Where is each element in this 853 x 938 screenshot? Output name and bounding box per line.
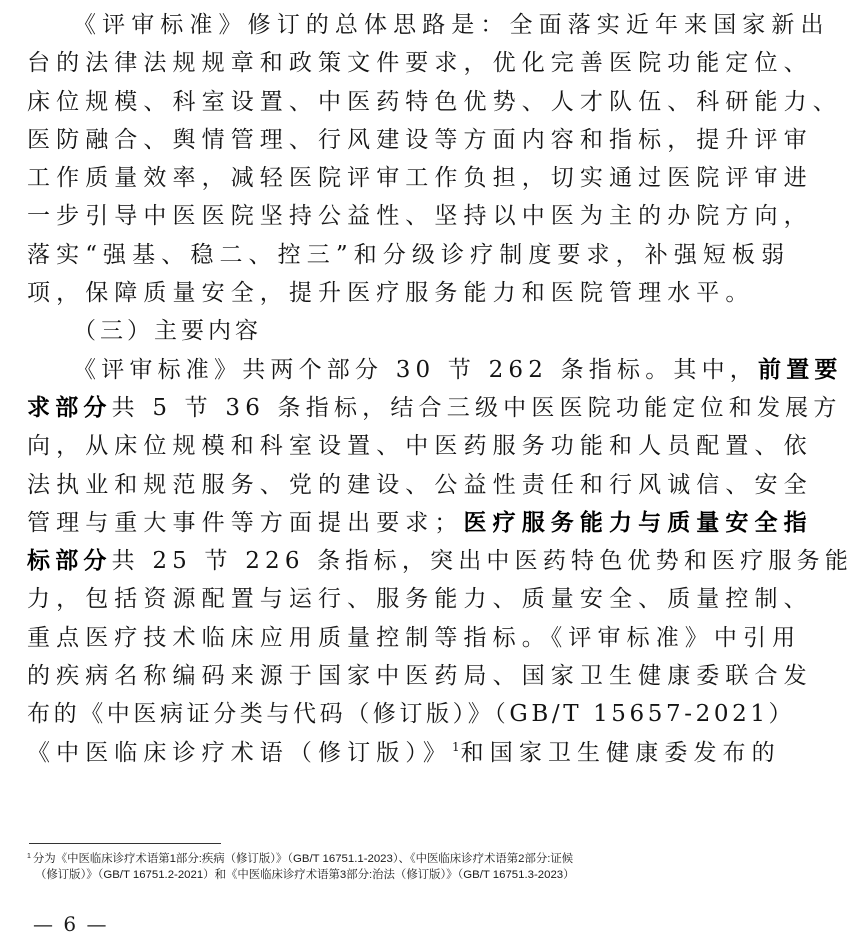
footnote-separator [29,843,221,844]
text-normal: 《中医临床诊疗术语（修订版）》 [27,739,452,766]
page-number: — 6 — [33,912,109,936]
paragraph-line: 《评审标准》修订的总体思路是：全面落实近年来国家新出 [73,12,830,38]
paragraph-line [27,734,781,772]
footnote [27,851,627,883]
paragraph-line: 医防融合、舆情管理、行风建设等方面内容和指标，提升评审 [27,126,813,153]
footnote-marker: 1 [27,853,31,860]
paragraph-line: 重点医疗技术临床应用质量控制等指标。《评审标准》中引用 [27,624,802,651]
footnote-text: 分为《中医临床诊疗术语第1部分:疾病（修订版）》（GB/T 16751.1-2023）、《中医临床诊疗术语第2部分:证候 [32,853,574,865]
paragraph-line [27,542,853,580]
paragraph-line: 台的法律法规规章和政策文件要求，优化完善医院功能定位、 [27,50,813,77]
paragraph-line: 向，从床位规模和科室设置、中医药服务功能和人员配置、依 [27,433,813,460]
paragraph-line [27,504,813,542]
text-bold: 前置要 [758,355,843,383]
paragraph-line: 力，包括资源配置与运行、服务能力、质量安全、质量控制、 [27,586,813,613]
paragraph-line: 布的《中医病证分类与代码（修订版）》（GB/T 15657-2021） [27,701,796,728]
text-normal: 共 25 节 226 条指标，突出中医药特色优势和医疗服务能 [111,548,853,575]
text-bold: 求部分 [27,393,112,421]
text-bold: 医疗服务能力与质量安全指 [463,508,813,536]
paragraph-line [27,389,842,427]
text-normal: 管理与重大事件等方面提出要求； [27,509,464,536]
paragraph-line: 的疾病名称编码来源于国家中医药局、国家卫生健康委联合发 [27,663,813,690]
text-bold: 标部分 [27,547,112,575]
body-text [27,6,853,772]
paragraph-line: 床位规模、科室设置、中医药特色优势、人才队伍、科研能力、 [27,88,842,115]
paragraph-line: 工作质量效率，减轻医院评审工作负担，切实通过医院评审进 [27,165,813,192]
paragraph-line: 一步引导中医医院坚持公益性、坚持以中医为主的办院方向， [27,203,813,230]
paragraph-line [27,351,843,389]
text-normal: 共 5 节 36 条指标，结合三级中医医院功能定位和发展方 [111,394,842,421]
text-normal: 《评审标准》共两个部分 30 节 262 条指标。其中， [73,356,759,383]
footnote-line: （修订版）》（GB/T 16751.2-2021）和《中医临床诊疗术语第3部分:治法（修订版）》（GB/T 16751.3-2023） [35,869,575,881]
paragraph-line: 法执业和规范服务、党的建设、公益性责任和行风诚信、安全 [27,471,813,498]
footnote-line [27,851,627,867]
paragraph-line: 项，保障质量安全，提升医疗服务能力和医院管理水平。 [27,280,755,307]
text-normal: 和国家卫生健康委发布的 [460,739,781,766]
paragraph-line: 落实“强基、稳二、控三”和分级诊疗制度要求，补强短板弱 [27,241,791,268]
footnote-reference[interactable]: 1 [452,739,460,754]
section-heading: （三）主要内容 [73,318,262,345]
